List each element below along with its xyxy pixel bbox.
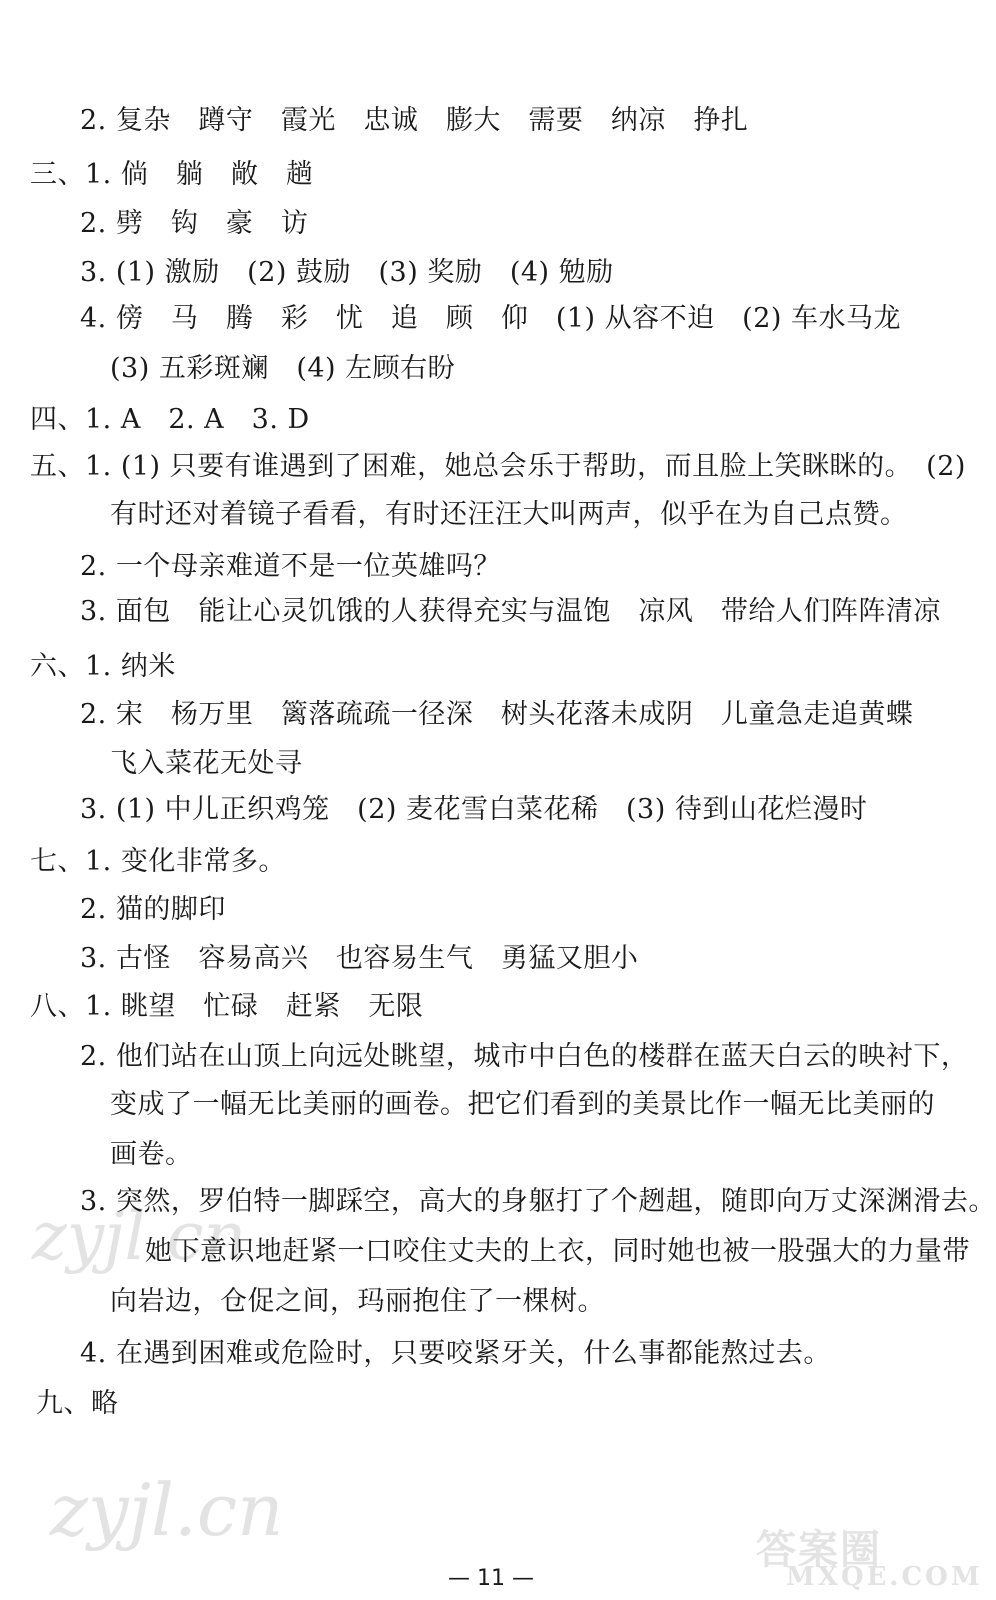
answer-line-l04: 3. (1) 激励 (2) 鼓励 (3) 奖励 (4) 勉励: [80, 257, 614, 288]
answer-line-l06: (3) 五彩斑斓 (4) 左顾右盼: [110, 353, 456, 384]
answer-line-l20: 2. 他们站在山顶上向远处眺望，城市中白色的楼群在蓝天白云的映衬下，: [80, 1041, 969, 1072]
answer-line-l22: 画卷。: [110, 1139, 193, 1170]
answer-line-l03: 2. 劈 钩 豪 访: [80, 208, 309, 239]
answer-line-l23: 3. 突然，罗伯特一脚踩空，高大的身躯打了个趔趄，随即向万丈深渊滑去。: [80, 1186, 996, 1217]
answer-line-l02: 三、1. 倘 躺 敞 趟: [30, 159, 314, 190]
answer-line-l26: 4. 在遇到困难或危险时，只要咬紧牙关，什么事都能熬过去。: [80, 1338, 831, 1369]
answer-line-l01: 2. 复杂 蹲守 霞光 忠诚 膨大 需要 纳凉 挣扎: [80, 105, 749, 136]
answer-line-l13: 2. 宋 杨万里 篱落疏疏一径深 树头花落未成阴 儿童急走追黄蝶: [80, 699, 914, 730]
answer-line-l08: 五、1. (1) 只要有谁遇到了困难，她总会乐于帮助，而且脸上笑眯眯的。 (2): [30, 451, 966, 482]
answer-line-l07: 四、1. A 2. A 3. D: [30, 404, 310, 435]
watermark-brand-logo: 答案圈: [756, 1526, 882, 1573]
page-number: — 11 —: [448, 1566, 534, 1591]
answer-line-l16: 七、1. 变化非常多。: [30, 846, 286, 877]
answer-line-l19: 八、1. 眺望 忙碌 赶紧 无限: [30, 991, 424, 1022]
watermark-zyjl-middle: zyjl.cn: [32, 1198, 247, 1275]
answer-line-l18: 3. 古怪 容易高兴 也容易生气 勇猛又胆小: [80, 943, 639, 974]
answer-line-l14: 飞入菜花无处寻: [110, 748, 303, 779]
answer-line-l05: 4. 傍 马 腾 彩 忧 追 顾 仰 (1) 从容不迫 (2) 车水马龙: [80, 303, 901, 334]
answer-line-l10: 2. 一个母亲难道不是一位英雄吗？: [80, 551, 501, 582]
answer-line-l09: 有时还对着镜子看看，有时还汪汪大叫两声，似乎在为自己点赞。: [110, 499, 908, 530]
watermark-zyjl-bottom: zyjl.cn: [50, 1468, 284, 1552]
watermark-brand-url: MXQE.COM: [786, 1562, 983, 1592]
answer-line-l11: 3. 面包 能让心灵饥饿的人获得充实与温饱 凉风 带给人们阵阵清凉: [80, 596, 941, 627]
answer-line-l25: 向岩边，仓促之间，玛丽抱住了一棵树。: [110, 1286, 605, 1317]
answer-line-l24: 她下意识地赶紧一口咬住丈夫的上衣，同时她也被一股强大的力量带: [145, 1236, 970, 1267]
answer-line-l15: 3. (1) 中儿正织鸡笼 (2) 麦花雪白菜花稀 (3) 待到山花烂漫时: [80, 794, 868, 825]
answer-line-l17: 2. 猫的脚印: [80, 894, 226, 925]
answer-line-l12: 六、1. 纳米: [30, 651, 176, 682]
answer-line-l21: 变成了一幅无比美丽的画卷。把它们看到的美景比作一幅无比美丽的: [110, 1089, 935, 1120]
answer-line-l27: 九、略: [36, 1388, 119, 1419]
